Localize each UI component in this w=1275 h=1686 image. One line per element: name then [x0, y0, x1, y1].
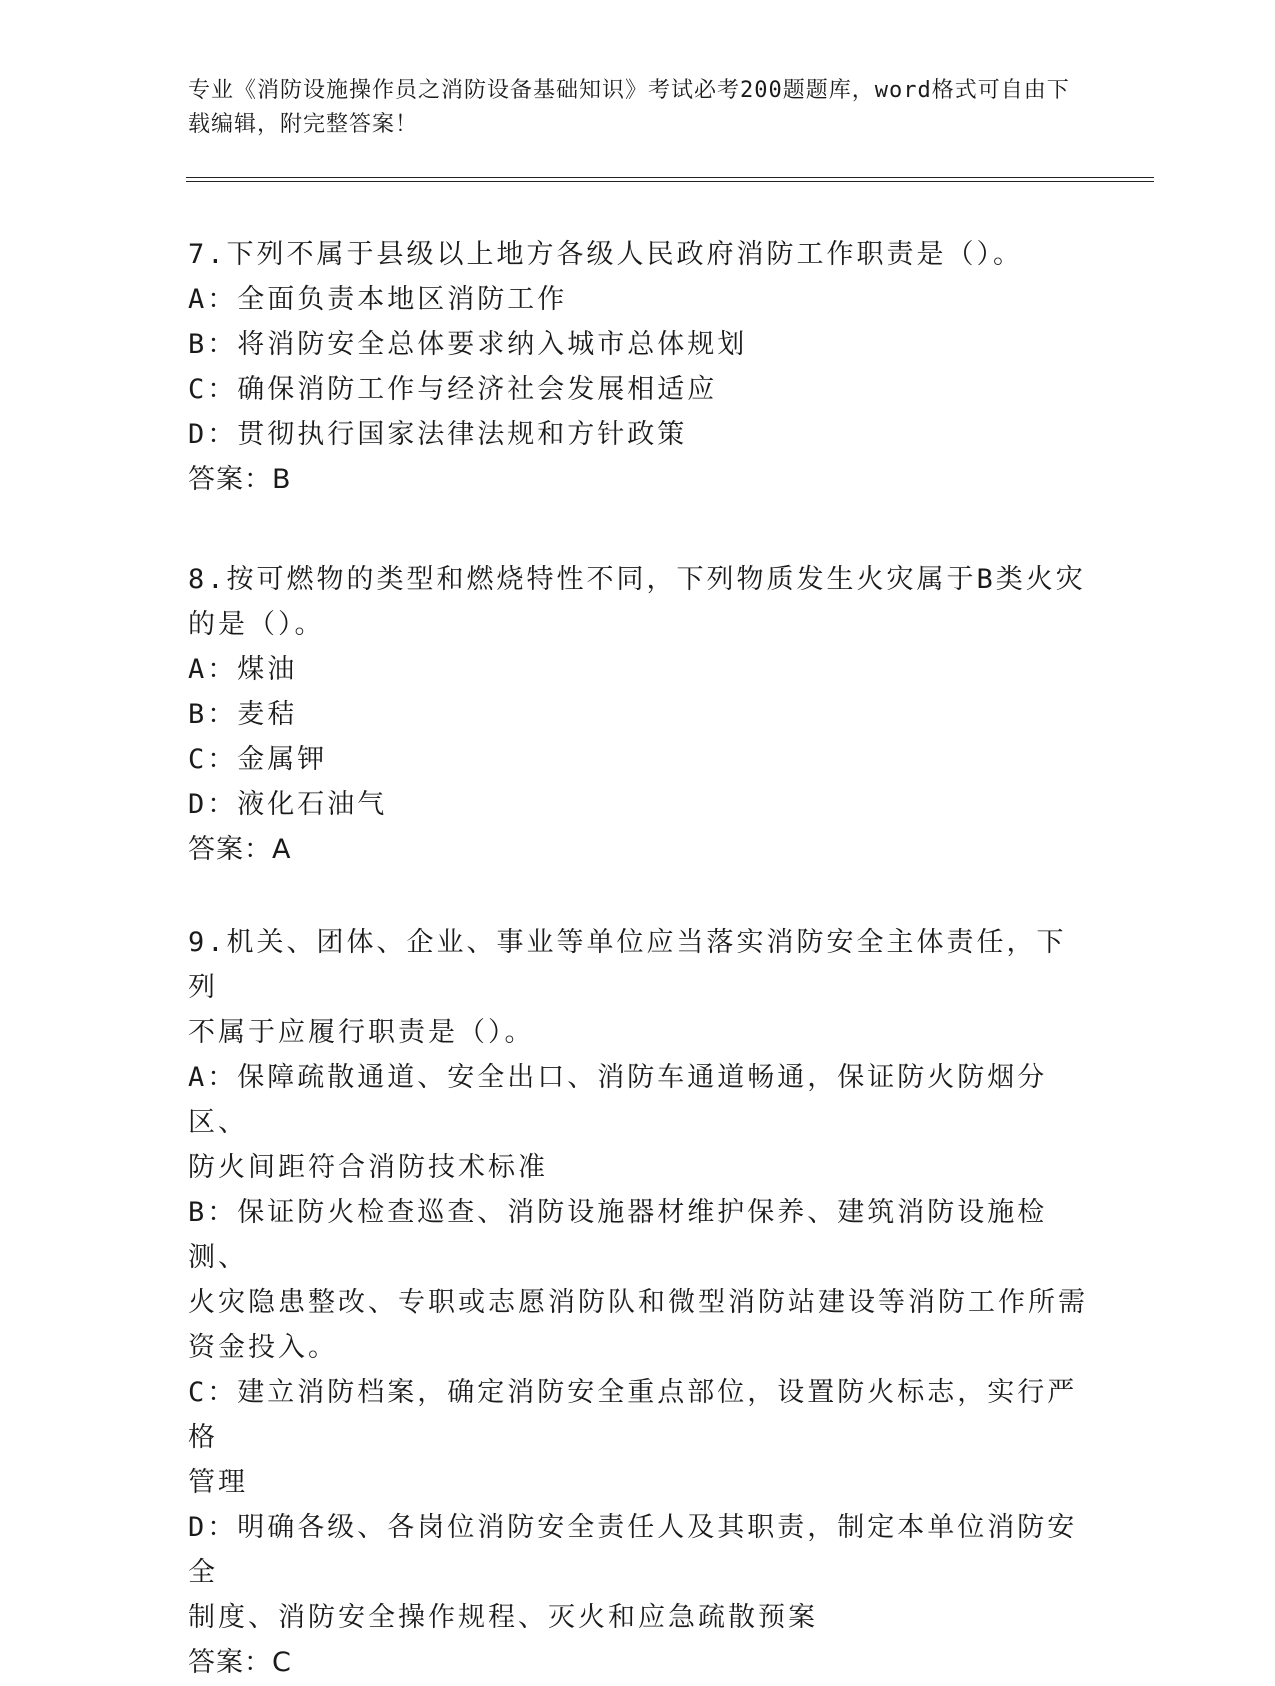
option-b: B：将消防安全总体要求纳入城市总体规划: [188, 329, 748, 360]
option-a-continued: 防火间距符合消防技术标准: [188, 1152, 548, 1183]
option-a: A：煤油: [188, 654, 298, 685]
option-a: A：保障疏散通道、安全出口、消防车通道畅通，保证防火防烟分区、: [188, 1062, 1048, 1138]
header-divider: [186, 177, 1154, 182]
question-8: [188, 557, 1088, 873]
question-9: [188, 920, 1088, 1686]
option-c: C：确保消防工作与经济社会发展相适应: [188, 374, 718, 405]
option-d-continued: 制度、消防安全操作规程、灭火和应急疏散预案: [188, 1602, 818, 1633]
option-b-continued: 火灾隐患整改、专职或志愿消防队和微型消防站建设等消防工作所需: [188, 1287, 1088, 1318]
answer: 答案：C: [188, 1647, 292, 1678]
option-d: D：液化石油气: [188, 789, 388, 820]
answer: 答案：B: [188, 464, 292, 495]
option-c-continued: 管理: [188, 1467, 248, 1498]
option-d: D：贯彻执行国家法律法规和方针政策: [188, 419, 688, 450]
document-header: 专业《消防设施操作员之消防设备基础知识》考试必考200题题库，word格式可自由下载编辑，附完整答案！: [188, 78, 1070, 137]
option-c: C：金属钾: [188, 744, 328, 775]
question-stem: 7.下列不属于县级以上地方各级人民政府消防工作职责是（）。: [188, 239, 1024, 270]
option-d: D：明确各级、各岗位消防安全责任人及其职责，制定本单位消防安全: [188, 1512, 1078, 1588]
question-stem-continued: 的是（）。: [188, 609, 325, 640]
option-b: B：保证防火检查巡查、消防设施器材维护保养、建筑消防设施检测、: [188, 1197, 1048, 1273]
question-stem: 8.按可燃物的类型和燃烧特性不同，下列物质发生火灾属于B类火灾: [188, 564, 1086, 595]
option-b: B：麦秸: [188, 699, 298, 730]
option-a: A：全面负责本地区消防工作: [188, 284, 568, 315]
question-stem-continued: 不属于应履行职责是（）。: [188, 1017, 535, 1048]
option-c: C：建立消防档案，确定消防安全重点部位，设置防火标志，实行严格: [188, 1377, 1078, 1453]
question-7: [188, 232, 1088, 503]
question-stem: 9.机关、团体、企业、事业等单位应当落实消防安全主体责任，下列: [188, 927, 1067, 1003]
option-b-continued: 资金投入。: [188, 1332, 338, 1363]
answer: 答案：A: [188, 834, 292, 865]
